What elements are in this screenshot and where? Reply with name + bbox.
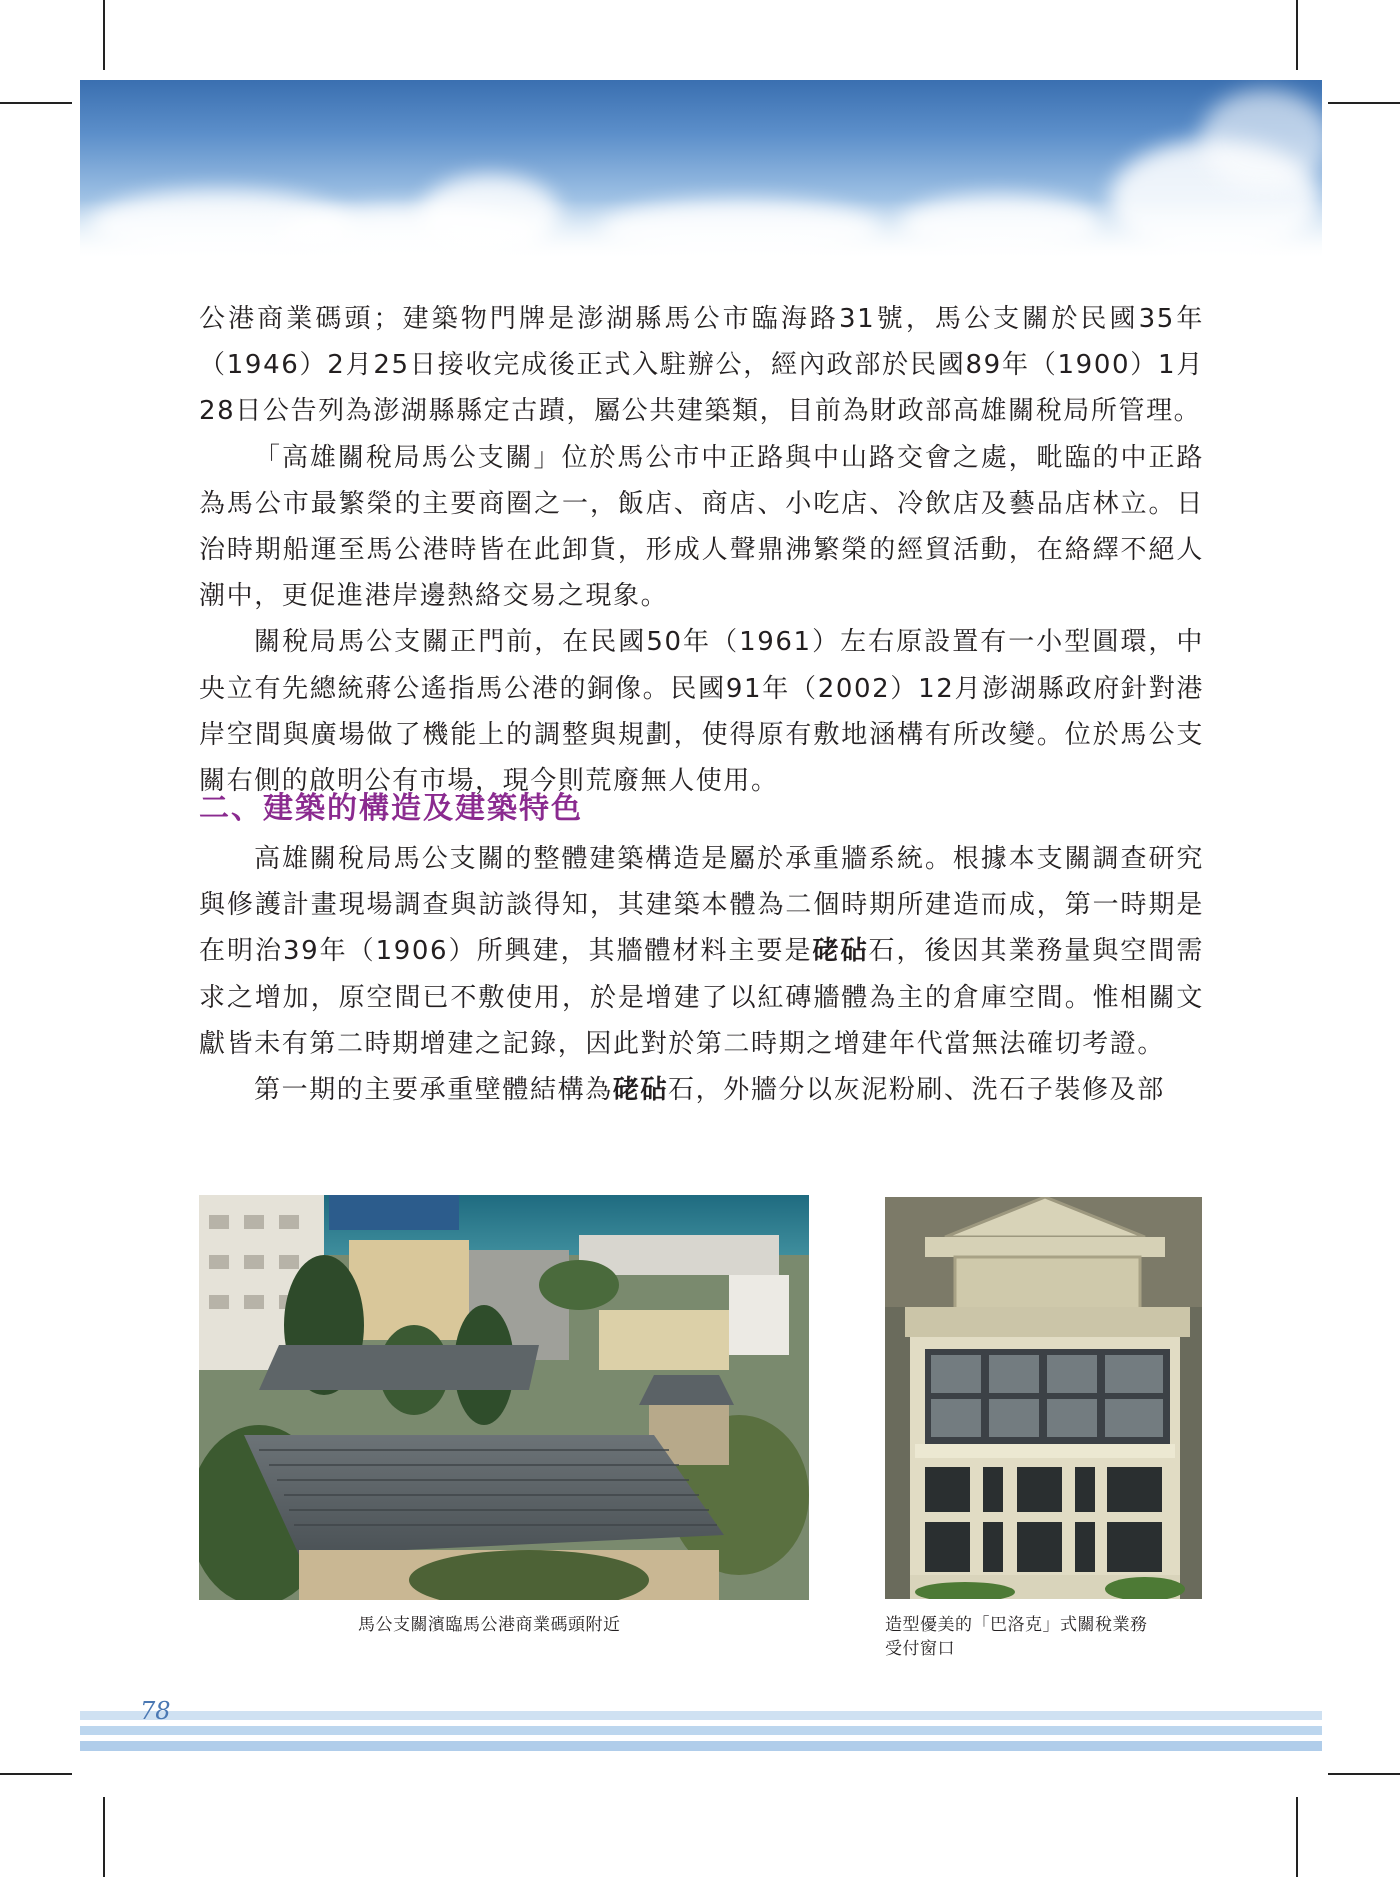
page-number: 78 xyxy=(140,1697,171,1725)
crop-mark xyxy=(103,0,105,70)
crop-mark xyxy=(0,102,72,104)
crop-mark xyxy=(1296,0,1298,70)
bold-term: 硓砧 xyxy=(612,1075,669,1106)
footer-stripe xyxy=(80,1741,1322,1751)
footer-stripe xyxy=(80,1726,1322,1735)
right-photo-caption xyxy=(885,1613,1148,1661)
bold-term: 硓砧 xyxy=(812,936,869,967)
paragraph: 「高雄關稅局馬公支關」位於馬公市中正路與中山路交會之處，毗臨的中正路為馬公市最繁榮的主要商圈之一，飯店、商店、小吃店、冷飲店及藝品店林立。日治時期船運至馬公港時皆在此卸貨，形成人聲鼎沸繁榮的經貿活動，在絡繹不絕人潮中，更促進港岸邊熱絡交易之現象。 xyxy=(199,442,1204,612)
paragraph xyxy=(199,1067,1204,1113)
caption-line: 受付窗口 xyxy=(885,1639,955,1659)
footer-stripe xyxy=(80,1711,1322,1720)
left-photo-caption: 馬公支關濱臨馬公港商業碼頭附近 xyxy=(358,1615,621,1635)
paragraph: 關稅局馬公支關正門前，在民國50年（1961）左右原設置有一小型圓環，中央立有先總統蔣公遙指馬公港的銅像。民國91年（2002）12月澎湖縣政府針對港岸空間與廣場做了機能上的調整與規劃，使得原有敷地涵構有所改變。位於馬公支關右側的啟明公有市場，現今則荒廢無人使用。 xyxy=(199,627,1204,797)
text-run: 第一期的主要承重壁體結構為 xyxy=(254,1075,613,1106)
baroque-window-photo xyxy=(885,1197,1202,1599)
crop-mark xyxy=(0,1773,72,1775)
paragraph: 公港商業碼頭；建築物門牌是澎湖縣馬公市臨海路31號，馬公支關於民國35年（1946）2月25日接收完成後正式入駐辦公，經內政部於民國89年（1900）1月28日公告列為澎湖縣縣定古蹟，屬公共建築類，目前為財政部高雄關稅局所管理。 xyxy=(199,304,1204,427)
crop-mark xyxy=(103,1797,105,1877)
text-run: 石，後因其業務量與空間需求之增加，原空間已不敷使用，於是增建了以紅磚牆體為主的倉庫空間。惟相關文獻皆未有第二時期增建之記錄，因此對於第二時期之增建年代當無法確切考證。 xyxy=(199,936,1204,1059)
harbor-building-photo xyxy=(199,1195,809,1600)
section-heading: 二、建築的構造及建築特色 xyxy=(199,791,583,826)
intro-text xyxy=(199,296,1204,804)
crop-mark xyxy=(1296,1797,1298,1877)
text-run: 石，外牆分以灰泥粉刷、洗石子裝修及部 xyxy=(668,1075,1165,1106)
crop-mark xyxy=(1328,1773,1400,1775)
sky-header-banner xyxy=(80,80,1322,260)
caption-line: 造型優美的「巴洛克」式關稅業務 xyxy=(885,1615,1148,1635)
crop-mark xyxy=(1328,102,1400,104)
text-run: 高雄關稅局馬公支關的整體建築構造是屬於承重牆系統。根據本支關調查研究與修護計畫現場調查與訪談得知，其建築本體為二個時期所建造而成，第一時期是在明治39年（1906）所興建，其牆體材料主要是 xyxy=(199,844,1204,967)
paragraph xyxy=(199,836,1204,1067)
section-text xyxy=(199,836,1204,1113)
